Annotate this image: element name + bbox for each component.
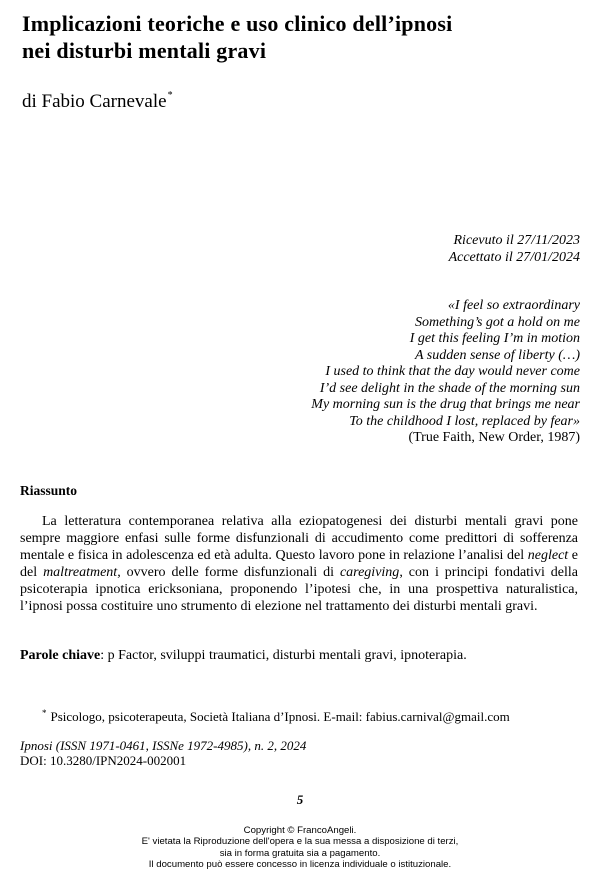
copyright-line: Copyright © FrancoAngeli. <box>243 825 357 836</box>
epigraph-line: My morning sun is the drug that brings me near <box>311 397 580 412</box>
abstract-text-1: La letteratura contemporanea relativa alla eziopatogenesi dei disturbi mentali gravi pone sempre maggiore enfasi sulle forme disfunzionali di accudimento come predittori di sofferenza mentale e fisica in adolescenza ed età adulta. Questo lavoro pone in relazione l’analisi del <box>20 514 578 563</box>
abstract-text-4: , con i principi fondativi della psicoterapia ipnotica ericksoniana, proponendo l’ipotesi che, in una prospettiva naturalistica, l’ipnosi possa costituire uno strumento di elezione nel trattamento dei disturbi mentali gravi. <box>20 565 578 614</box>
journal-doi: DOI: 10.3280/IPN2024-002001 <box>20 753 187 768</box>
accepted-date: Accettato il 27/01/2024 <box>448 250 580 265</box>
epigraph-line: A sudden sense of liberty (…) <box>415 347 580 363</box>
author-footnote <box>42 708 582 725</box>
epigraph-line: I used to think that the day would never come <box>325 364 580 379</box>
abstract-term-maltreatment: maltreatment <box>43 565 118 580</box>
keywords <box>20 648 580 664</box>
epigraph-line: Something’s got a hold on me <box>414 314 580 330</box>
keywords-text: : p Factor, sviluppi traumatici, disturbi mentali gravi, ipnoterapia. <box>100 648 467 663</box>
abstract-term-neglect: neglect <box>527 548 569 563</box>
abstract-text-2: e del <box>20 548 578 580</box>
epigraph-line: «I feel so extraordinary <box>447 298 580 313</box>
title-line-1: Implicazioni teoriche e uso clinico dell’ipnosi <box>22 11 453 36</box>
author-name: di Fabio Carnevale <box>22 91 167 112</box>
abstract-body <box>20 513 578 615</box>
epigraph-line: I get this feeling I’m in motion <box>409 331 580 346</box>
journal-info <box>20 738 306 768</box>
copyright-notice <box>0 825 600 871</box>
title-line-2: nei disturbi mentali gravi <box>22 38 267 63</box>
submission-dates <box>449 232 580 266</box>
page-number: 5 <box>296 792 304 807</box>
journal-citation: Ipnosi (ISSN 1971-0461, ISSNe 1972-4985), n. 2, 2024 <box>20 738 307 753</box>
footnote-mark: * <box>42 708 47 718</box>
author-footnote-mark: * <box>167 90 173 101</box>
epigraph <box>311 298 580 447</box>
copyright-line: sia in forma gratuita sia a pagamento. <box>219 847 381 859</box>
copyright-line: E' vietata la Riproduzione dell'opera e la sua messa a disposizione di terzi, <box>141 836 459 848</box>
epigraph-line: To the childhood I lost, replaced by fear» <box>349 413 580 429</box>
copyright-line: Il documento può essere concesso in licenza individuale o istituzionale. <box>148 859 452 871</box>
received-date: Ricevuto il 27/11/2023 <box>453 233 580 248</box>
article-title <box>22 10 582 64</box>
footnote-text: Psicologo, psicoterapeuta, Società Italiana d’Ipnosi. E-mail: fabius.carnival@gmail.com <box>50 709 510 724</box>
abstract-text-3: , ovvero delle forme disfunzionali di <box>117 565 340 580</box>
epigraph-line: I’d see delight in the shade of the morning sun <box>319 380 580 396</box>
keywords-label: Parole chiave <box>20 648 101 663</box>
epigraph-source: (True Faith, New Order, 1987) <box>408 430 580 445</box>
author-byline <box>22 90 173 113</box>
abstract-heading: Riassunto <box>20 483 78 498</box>
abstract-term-caregiving: caregiving <box>339 565 400 580</box>
